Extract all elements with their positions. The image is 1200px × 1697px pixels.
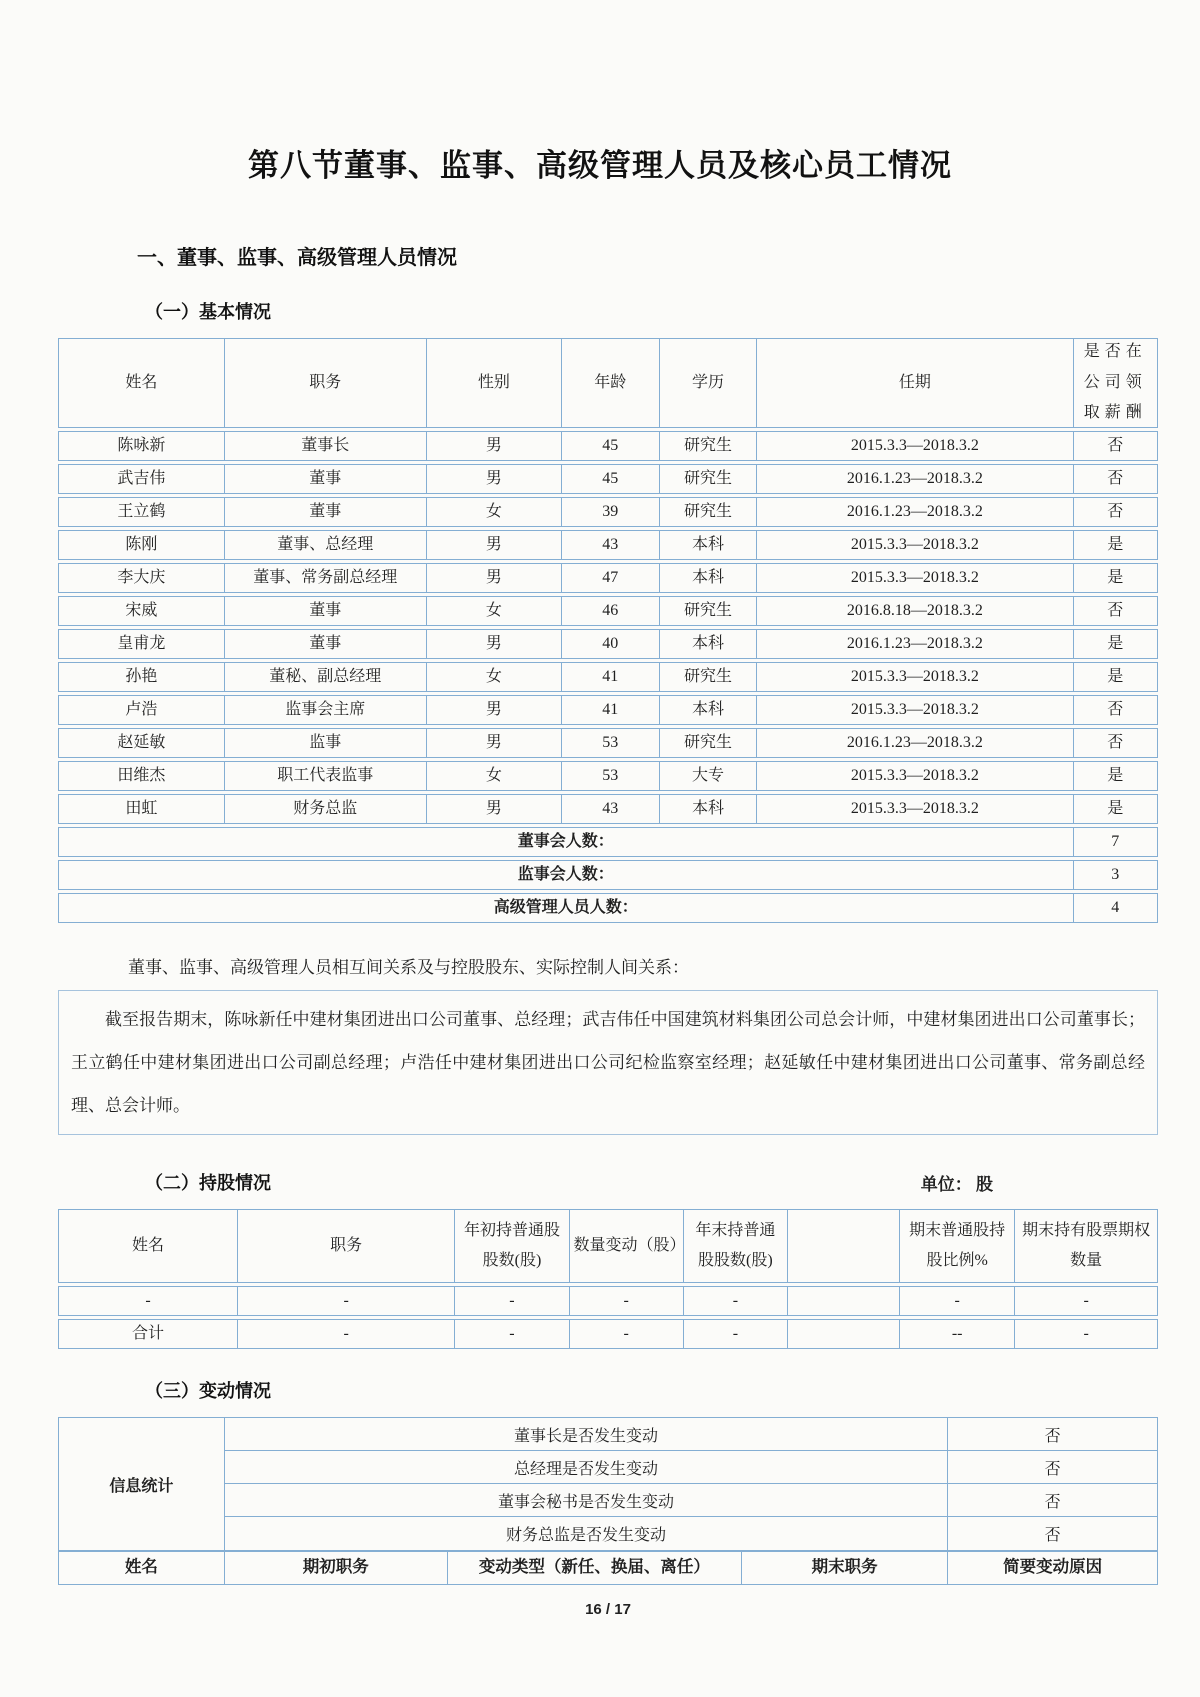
table-cell: 财务总监 — [225, 795, 427, 823]
table-cell — [788, 1287, 900, 1315]
table-cell: 2015.3.3—2018.3.2 — [757, 564, 1073, 592]
table-cell: - — [684, 1287, 788, 1315]
table-cell: 男 — [427, 795, 562, 823]
basic-info-heading: （一）基本情况 — [145, 302, 271, 322]
table-cell: -- — [900, 1320, 1015, 1348]
table-cell: 43 — [562, 795, 660, 823]
table-row — [58, 794, 1158, 824]
table-cell: 2016.1.23—2018.3.2 — [757, 465, 1073, 493]
table-cell: 董事 — [225, 630, 427, 658]
table-cell: 年末持普通股股数(股) — [684, 1210, 788, 1282]
table-cell: - — [570, 1287, 684, 1315]
table-row — [58, 695, 1158, 725]
table-cell: 否 — [1107, 470, 1124, 488]
table-cell: 本科 — [660, 531, 758, 559]
table-cell: 田维杰 — [59, 762, 225, 790]
stat-row — [225, 1418, 1157, 1451]
table-row — [58, 1286, 1158, 1316]
table-cell: 本科 — [660, 564, 758, 592]
table-header-row — [58, 338, 1158, 428]
table-cell: 期末职务 — [742, 1552, 948, 1584]
table-cell: 是 — [1107, 635, 1124, 653]
table-cell: 男 — [427, 630, 562, 658]
relationship-paragraph: 截至报告期末，陈咏新任中建材集团进出口公司董事、总经理；武吉伟任中国建筑材料集团公司总会计师，中建材集团进出口公司董事长；王立鹤任中建材集团进出口公司副总经理；卢浩任中建材集团进出口公司纪检监察室经理；赵延敏任中建材集团进出口公司董事、常务副总经理、总会计师。 — [58, 990, 1158, 1135]
table-cell: 年初持普通股股数(股) — [455, 1210, 569, 1282]
table-cell: 是 — [1107, 800, 1124, 818]
shareholding-heading: （二）持股情况 — [145, 1173, 271, 1193]
table-cell: 是 — [1107, 767, 1124, 785]
table-cell: 男 — [427, 564, 562, 592]
summary-label-cell: 监事会人数： — [59, 861, 1074, 889]
stat-row — [225, 1451, 1157, 1484]
changes-heading: （三）变动情况 — [145, 1381, 271, 1401]
table-cell: 姓名 — [59, 1552, 225, 1584]
summary-value-cell: 7 — [1111, 833, 1120, 851]
table-cell: 董事、常务副总经理 — [225, 564, 427, 592]
summary-value-cell: 4 — [1111, 899, 1120, 917]
unit-label: 单位： 股 — [920, 1175, 993, 1194]
table-cell: 2015.3.3—2018.3.2 — [757, 531, 1073, 559]
table-cell: 年龄 — [562, 339, 660, 427]
page-title: 第八节董事、监事、高级管理人员及核心员工情况 — [248, 148, 952, 183]
table-cell: 女 — [427, 597, 562, 625]
table-cell: 职务 — [238, 1210, 455, 1282]
stat-value-cell: 否 — [1044, 1427, 1061, 1445]
table-cell: 赵延敏 — [59, 729, 225, 757]
stat-item-cell: 财务总监是否发生变动 — [225, 1517, 948, 1550]
table-cell: 男 — [427, 531, 562, 559]
table-cell: 研究生 — [660, 432, 758, 460]
table-cell: 数量变动（股） — [570, 1210, 684, 1282]
table-cell: 是 — [1107, 668, 1124, 686]
table-cell: 是 — [1107, 569, 1124, 587]
table-cell: 董事 — [225, 498, 427, 526]
stat-item-cell: 董事会秘书是否发生变动 — [225, 1484, 948, 1516]
table-row — [58, 662, 1158, 692]
stat-row — [225, 1517, 1157, 1550]
table-cell: - — [684, 1320, 788, 1348]
table-cell: 本科 — [660, 696, 758, 724]
table-cell: 大专 — [660, 762, 758, 790]
table-cell: - — [900, 1287, 1015, 1315]
table-cell: 是否在公司领取薪酬 — [1083, 343, 1147, 422]
table-cell: - — [59, 1287, 238, 1315]
table-cell: 期末普通股持股比例% — [900, 1210, 1015, 1282]
table-cell: 2015.3.3—2018.3.2 — [757, 696, 1073, 724]
table-cell: 合计 — [59, 1320, 238, 1348]
table-cell: 董事 — [225, 465, 427, 493]
basic-info-table — [58, 338, 1158, 923]
table-cell: 研究生 — [660, 498, 758, 526]
table-cell: 2016.1.23—2018.3.2 — [757, 729, 1073, 757]
table-cell: 王立鹤 — [59, 498, 225, 526]
table-cell: 陈咏新 — [59, 432, 225, 460]
table-cell: 45 — [562, 432, 660, 460]
table-cell: 41 — [562, 696, 660, 724]
table-cell: 陈刚 — [59, 531, 225, 559]
changes-detail-header-row — [58, 1551, 1158, 1585]
table-row — [58, 629, 1158, 659]
stat-value-cell: 否 — [1044, 1527, 1061, 1544]
table-cell: 2015.3.3—2018.3.2 — [757, 795, 1073, 823]
table-cell: 39 — [562, 498, 660, 526]
table-cell: - — [238, 1320, 455, 1348]
table-cell: 53 — [562, 729, 660, 757]
table-row — [58, 728, 1158, 758]
table-row — [58, 596, 1158, 626]
page-number: 16 / 17 — [585, 1601, 631, 1618]
table-cell: 职务 — [225, 339, 427, 427]
table-cell: 期末持有股票期权数量 — [1022, 1221, 1151, 1269]
table-cell: 男 — [427, 432, 562, 460]
table-cell: 男 — [427, 465, 562, 493]
stat-value-cell: 否 — [1044, 1493, 1061, 1511]
table-cell: 否 — [1107, 503, 1124, 521]
table-cell: 董事 — [225, 597, 427, 625]
summary-row — [58, 893, 1158, 923]
table-row — [58, 431, 1158, 461]
table-row — [58, 497, 1158, 527]
table-cell: 41 — [562, 663, 660, 691]
table-cell: - — [1083, 1325, 1089, 1343]
stat-item-cell: 总经理是否发生变动 — [225, 1451, 948, 1483]
table-cell: 男 — [427, 696, 562, 724]
table-cell: 53 — [562, 762, 660, 790]
table-row — [58, 761, 1158, 791]
table-cell: 是 — [1107, 536, 1124, 554]
table-row — [58, 464, 1158, 494]
table-cell: 女 — [427, 663, 562, 691]
table-cell: 否 — [1107, 701, 1124, 719]
table-cell: 2015.3.3—2018.3.2 — [757, 663, 1073, 691]
table-cell: 李大庆 — [59, 564, 225, 592]
stat-row — [225, 1484, 1157, 1517]
table-cell: 姓名 — [59, 339, 225, 427]
summary-label-cell: 董事会人数： — [59, 828, 1074, 856]
shareholding-heading-row — [58, 1169, 1158, 1195]
table-cell: 2016.8.18—2018.3.2 — [757, 597, 1073, 625]
table-cell: 本科 — [660, 795, 758, 823]
table-cell: 皇甫龙 — [59, 630, 225, 658]
table-cell: 否 — [1107, 602, 1124, 620]
table-cell: - — [1083, 1292, 1089, 1310]
table-cell — [788, 1210, 900, 1282]
table-cell: 任期 — [757, 339, 1073, 427]
table-cell: - — [455, 1287, 569, 1315]
table-cell: 女 — [427, 762, 562, 790]
table-cell — [788, 1320, 900, 1348]
table-row — [58, 563, 1158, 593]
changes-stat-table — [58, 1417, 1158, 1551]
summary-row — [58, 827, 1158, 857]
table-cell: 否 — [1107, 437, 1124, 455]
table-cell: 本科 — [660, 630, 758, 658]
table-cell: 研究生 — [660, 597, 758, 625]
stat-value-cell: 否 — [1044, 1460, 1061, 1478]
table-cell: 宋威 — [59, 597, 225, 625]
table-cell: 变动类型（新任、换届、离任） — [448, 1552, 742, 1584]
table-cell: 监事会主席 — [225, 696, 427, 724]
table-cell: 2016.1.23—2018.3.2 — [757, 498, 1073, 526]
page-content — [58, 241, 1158, 1618]
table-cell: 45 — [562, 465, 660, 493]
table-cell: 武吉伟 — [59, 465, 225, 493]
table-cell: 学历 — [660, 339, 758, 427]
table-cell: 董事、总经理 — [225, 531, 427, 559]
table-cell: 女 — [427, 498, 562, 526]
table-cell: 46 — [562, 597, 660, 625]
table-cell: 40 — [562, 630, 660, 658]
table-row — [58, 1319, 1158, 1349]
table-cell: 监事 — [225, 729, 427, 757]
table-row — [58, 530, 1158, 560]
table-cell: 男 — [427, 729, 562, 757]
summary-label-cell: 高级管理人员人数： — [59, 894, 1074, 922]
table-cell: 2015.3.3—2018.3.2 — [757, 432, 1073, 460]
table-cell: 47 — [562, 564, 660, 592]
table-cell: 性别 — [427, 339, 562, 427]
table-cell: 研究生 — [660, 663, 758, 691]
table-cell: 2016.1.23—2018.3.2 — [757, 630, 1073, 658]
stat-item-cell: 董事长是否发生变动 — [225, 1418, 948, 1450]
table-cell: 研究生 — [660, 465, 758, 493]
table-cell: 职工代表监事 — [225, 762, 427, 790]
summary-value-cell: 3 — [1111, 866, 1120, 884]
table-cell: 田虹 — [59, 795, 225, 823]
table-cell: 董事长 — [225, 432, 427, 460]
stat-label-cell: 信息统计 — [59, 1418, 225, 1550]
table-cell: - — [455, 1320, 569, 1348]
table-cell: 董秘、副总经理 — [225, 663, 427, 691]
table-cell: - — [570, 1320, 684, 1348]
table-cell: 2015.3.3—2018.3.2 — [757, 762, 1073, 790]
summary-row — [58, 860, 1158, 890]
shareholding-table — [58, 1209, 1158, 1349]
relationship-label: 董事、监事、高级管理人员相互间关系及与控股股东、实际控制人间关系： — [128, 958, 689, 977]
table-cell: 43 — [562, 531, 660, 559]
table-cell: 简要变动原因 — [1003, 1558, 1103, 1577]
table-cell: - — [238, 1287, 455, 1315]
table-cell: 孙艳 — [59, 663, 225, 691]
table-cell: 姓名 — [59, 1210, 238, 1282]
table-cell: 否 — [1107, 734, 1124, 752]
section-heading: 一、董事、监事、高级管理人员情况 — [137, 247, 457, 269]
table-header-row — [58, 1209, 1158, 1283]
table-cell: 期初职务 — [225, 1552, 448, 1584]
stat-rows — [225, 1418, 1157, 1550]
table-cell: 卢浩 — [59, 696, 225, 724]
table-cell: 研究生 — [660, 729, 758, 757]
